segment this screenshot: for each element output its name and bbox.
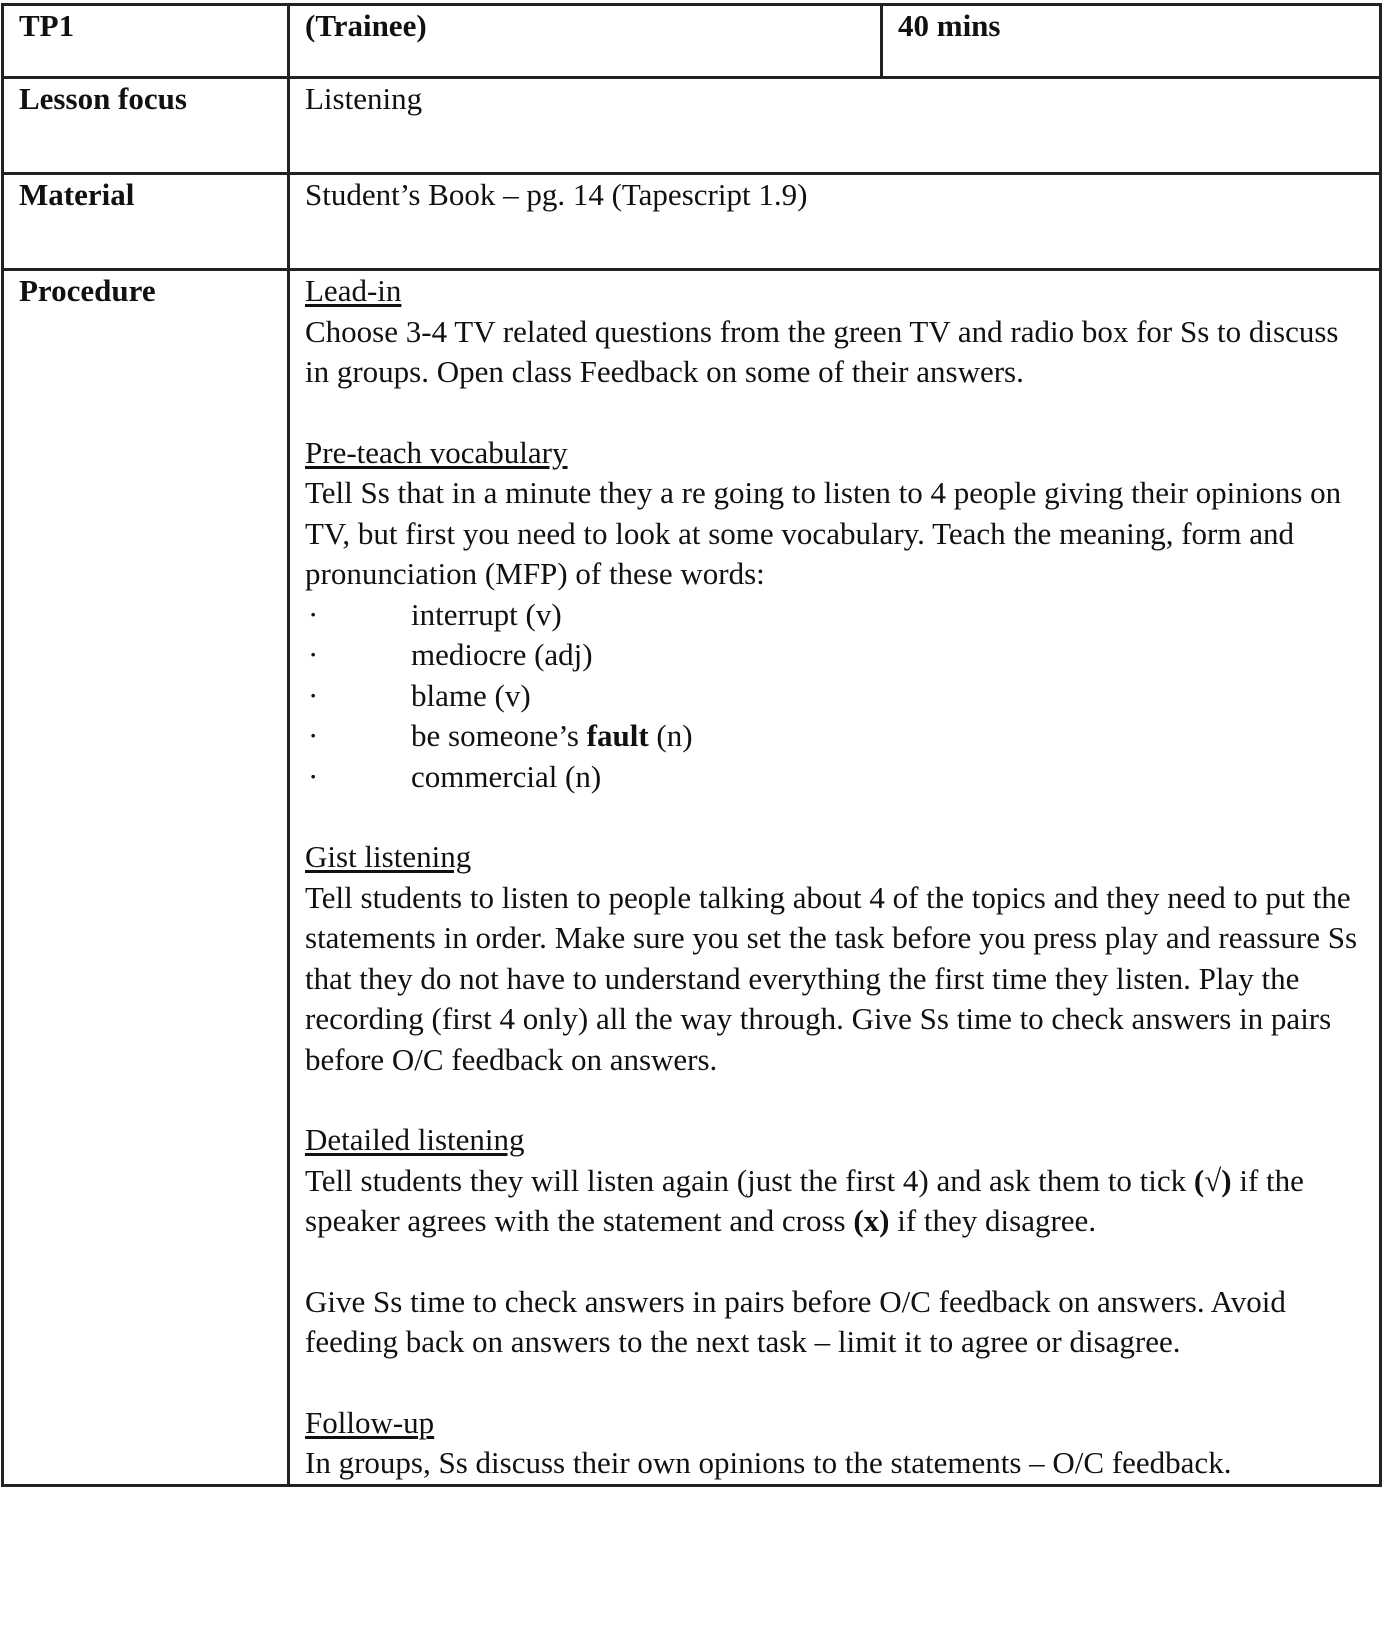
follow-up-section	[305, 1403, 1367, 1484]
bullet-icon: ·	[308, 596, 319, 632]
vocabulary-list	[305, 595, 1367, 798]
gist-section	[305, 837, 1367, 1080]
follow-up-text: In groups, Ss discuss their own opinions to the statements – O/C feedback.	[305, 1445, 1232, 1480]
tp-cell: TP1	[3, 5, 289, 78]
procedure-content	[289, 270, 1381, 1486]
gist-heading: Gist listening	[305, 839, 472, 874]
lead-in-heading: Lead-in	[305, 273, 402, 308]
vocabulary-item	[305, 757, 1367, 798]
bullet-icon: ·	[308, 718, 319, 753]
lead-in-section	[305, 271, 1367, 393]
vocabulary-word: interrupt (v)	[411, 596, 562, 632]
cross-symbol: (x)	[853, 1203, 890, 1238]
vocabulary-word: mediocre (adj)	[411, 637, 593, 672]
pre-teach-text: Tell Ss that in a minute they a re going to listen to 4 people giving their opinions on TV, but first you need to look at some vocabulary. Teach the meaning, form and pronunciation (MFP) of these words:	[305, 475, 1342, 591]
detailed-text	[305, 1161, 1367, 1242]
lesson-focus-label: Lesson focus	[3, 78, 289, 174]
detailed-heading: Detailed listening	[305, 1122, 525, 1157]
pre-teach-section	[305, 433, 1367, 798]
material-row	[3, 174, 1381, 270]
trainee-cell: (Trainee)	[289, 5, 882, 78]
detailed-text-2: Give Ss time to check answers in pairs before O/C feedback on answers. Avoid feeding back on answers to the next task – limit it to agree or disagree.	[305, 1283, 1286, 1359]
lesson-focus-value: Listening	[289, 78, 1381, 174]
lead-in-text: Choose 3-4 TV related questions from the green TV and radio box for Ss to discuss in groups. Open class Feedback on some of their answers.	[305, 313, 1339, 389]
detailed-text-part: Tell students they will listen again (just the first 4) and ask them to tick	[305, 1162, 1194, 1198]
vocabulary-word-suffix: (n)	[648, 718, 693, 753]
pre-teach-heading: Pre-teach vocabulary	[305, 434, 568, 470]
vocabulary-word: commercial (n)	[411, 758, 602, 794]
duration-cell: 40 mins	[882, 5, 1381, 78]
lesson-focus-row	[3, 78, 1381, 174]
detailed-text-part: if the speaker agrees with the statement and cross	[305, 1162, 1304, 1238]
bullet-icon: ·	[308, 637, 319, 672]
vocabulary-item	[305, 676, 1367, 717]
detailed-section	[305, 1120, 1367, 1363]
tick-symbol: (√)	[1193, 1162, 1232, 1198]
bullet-icon: ·	[308, 677, 319, 713]
vocabulary-word-emphasis: fault	[586, 718, 649, 753]
follow-up-heading: Follow-up	[305, 1404, 435, 1440]
vocabulary-word: be someone’s	[411, 718, 587, 753]
bullet-icon: ·	[308, 758, 319, 794]
procedure-label: Procedure	[3, 270, 289, 1486]
lesson-plan-table	[1, 3, 1382, 1487]
vocabulary-item	[305, 595, 1367, 636]
vocabulary-item	[305, 716, 1367, 757]
detailed-text-part: if they disagree.	[889, 1203, 1097, 1238]
header-row	[3, 5, 1381, 78]
gist-text: Tell students to listen to people talking about 4 of the topics and they need to put the statements in order. Make sure you set the task before you press play and reassure Ss that they do not have to understand everything the first time they listen. Play the recording (first 4 only) all the way through. Give Ss time to check answers in pairs before O/C feedback on answers.	[305, 879, 1358, 1077]
material-value: Student’s Book – pg. 14 (Tapescript 1.9)	[289, 174, 1381, 270]
vocabulary-item	[305, 635, 1367, 676]
procedure-row	[3, 270, 1381, 1486]
vocabulary-word: blame (v)	[411, 677, 531, 713]
material-label: Material	[3, 174, 289, 270]
